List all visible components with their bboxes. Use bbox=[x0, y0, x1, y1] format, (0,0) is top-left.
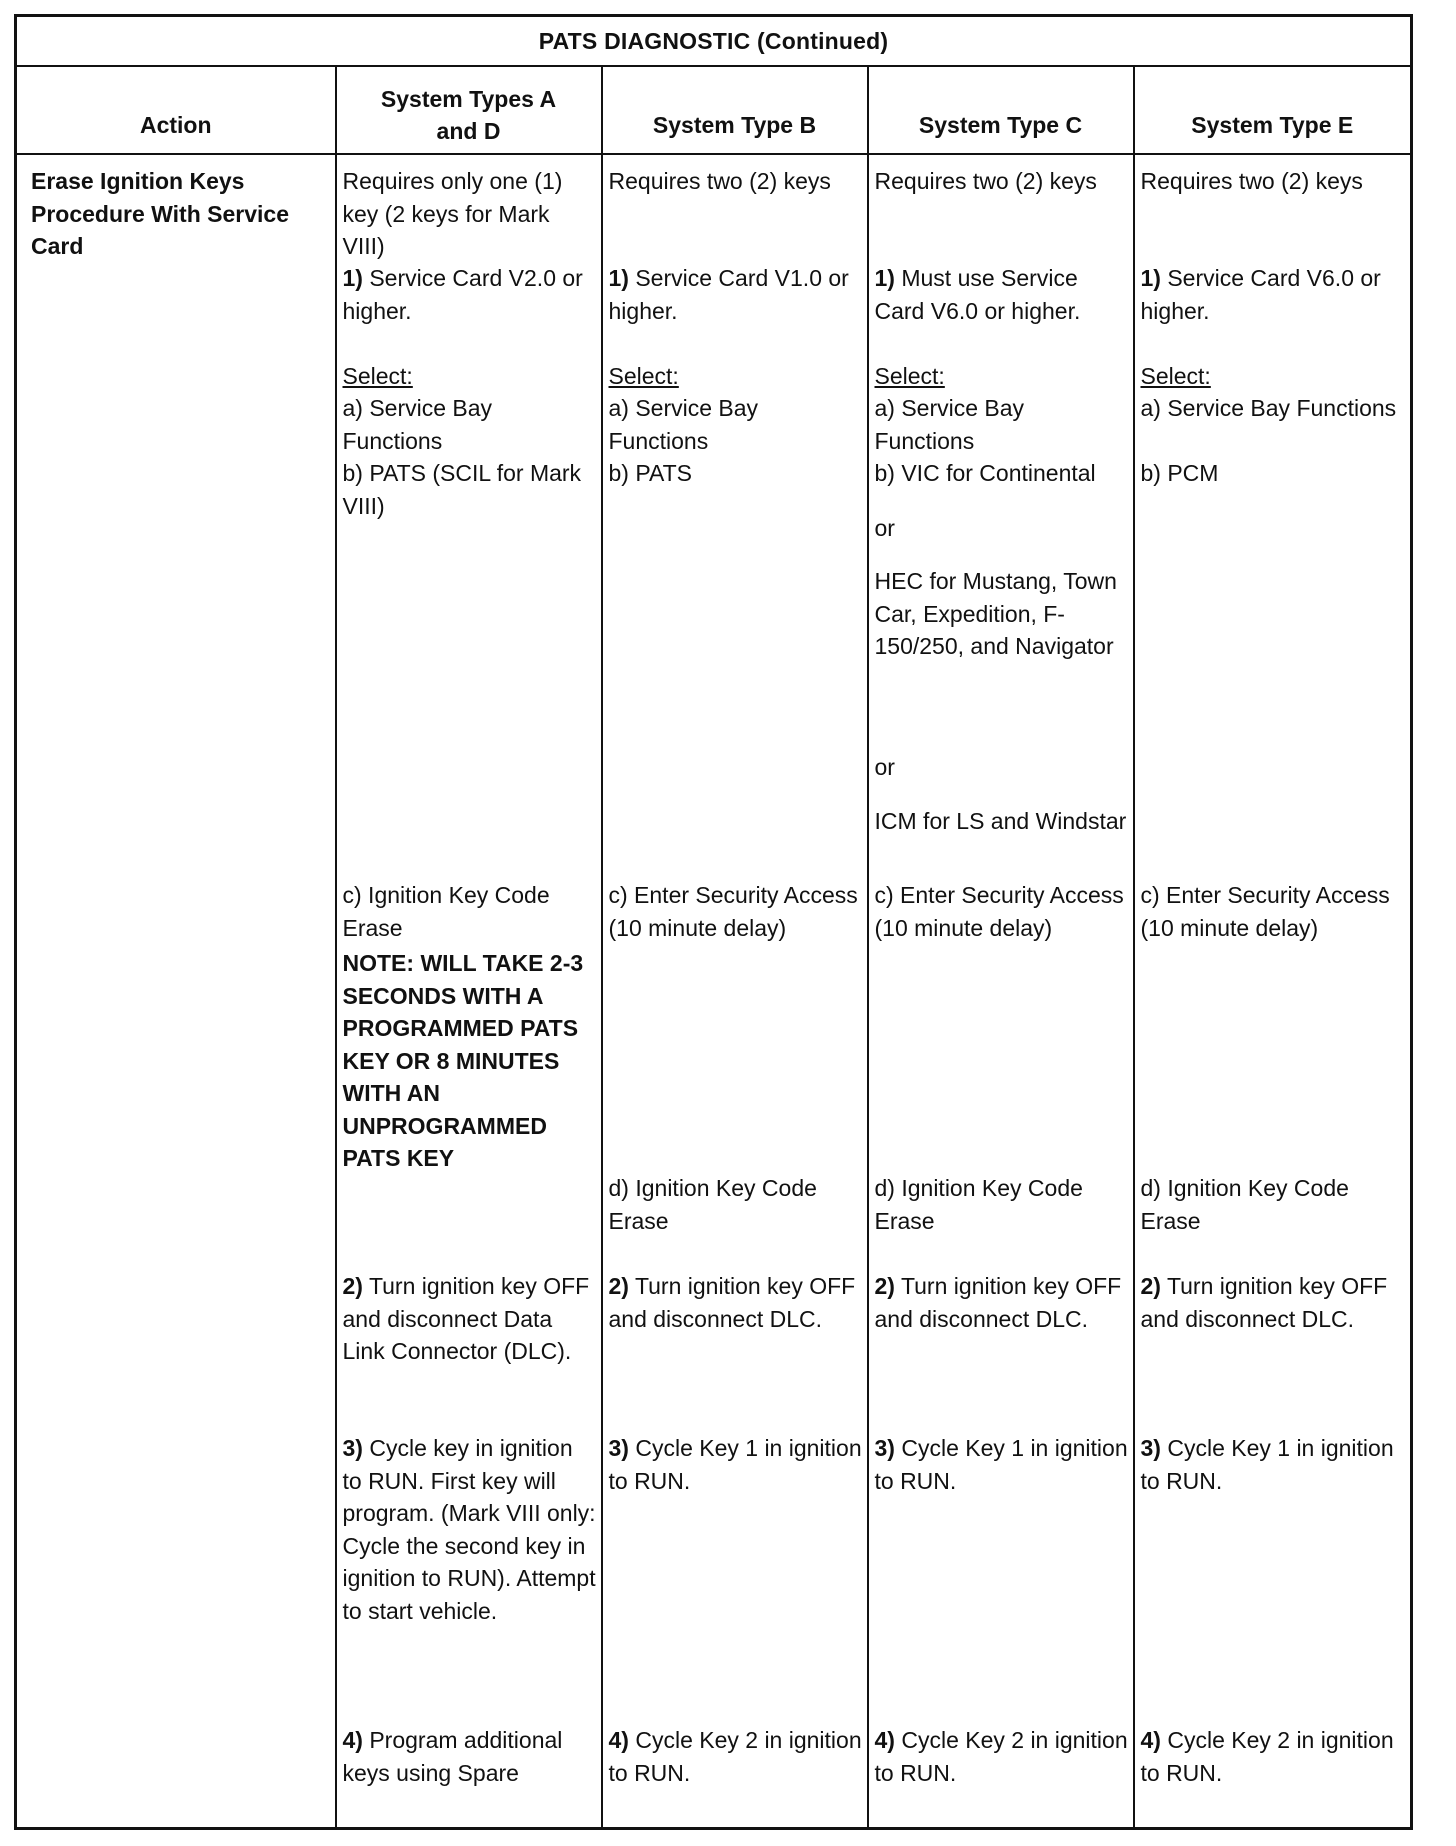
e-step-1 bbox=[1141, 262, 1407, 327]
e-step-2-text: Turn ignition key OFF and disconnect DLC. bbox=[1140, 1273, 1388, 1332]
header-c-label: System Type C bbox=[918, 112, 1083, 139]
header-b-label: System Type B bbox=[652, 112, 817, 139]
b-select-d: d) Ignition Key Code Erase bbox=[608, 1175, 817, 1234]
header-e-label: System Type E bbox=[1191, 112, 1354, 139]
c-select-c: c) Enter Security Access (10 minute delay) bbox=[874, 882, 1124, 941]
c-step-2-num: 2) bbox=[874, 1273, 895, 1300]
c-or-1: or bbox=[874, 515, 895, 542]
a-d-step-2-num: 2) bbox=[342, 1273, 363, 1300]
c-select-d: d) Ignition Key Code Erase bbox=[874, 1175, 1083, 1234]
b-step-3-num: 3) bbox=[608, 1435, 629, 1462]
e-step-3-num: 3) bbox=[1140, 1435, 1161, 1462]
c-step-1-num: 1) bbox=[874, 265, 895, 292]
e-step-1-text: Service Card V6.0 or higher. bbox=[1140, 265, 1381, 324]
action-cell bbox=[16, 154, 336, 1828]
b-step-1-text: Service Card V1.0 or higher. bbox=[608, 265, 849, 324]
c-select-b: b) VIC for Continental bbox=[874, 460, 1096, 487]
c-step-3-text: Cycle Key 1 in ignition to RUN. bbox=[874, 1435, 1128, 1494]
a-d-step-4 bbox=[343, 1724, 597, 1789]
b-step-3-text: Cycle Key 1 in ignition to RUN. bbox=[608, 1435, 862, 1494]
action-label: Erase Ignition Keys Procedure With Service Card bbox=[31, 168, 289, 260]
c-step-2 bbox=[875, 1270, 1129, 1335]
b-select-b: b) PATS bbox=[608, 460, 692, 487]
c-select-a: a) Service Bay Functions bbox=[874, 395, 1025, 454]
b-select-label: Select: bbox=[608, 363, 679, 390]
e-select-d: d) Ignition Key Code Erase bbox=[1140, 1175, 1349, 1234]
e-step-4-num: 4) bbox=[1140, 1727, 1161, 1754]
b-requires: Requires two (2) keys bbox=[608, 168, 831, 195]
c-step-1-text: Must use Service Card V6.0 or higher. bbox=[874, 265, 1081, 324]
b-step-2-num: 2) bbox=[608, 1273, 629, 1300]
a-d-step-2-text: Turn ignition key OFF and disconnect Data Link Connector (DLC). bbox=[342, 1273, 590, 1365]
e-select-a: a) Service Bay Functions bbox=[1140, 395, 1397, 422]
c-step-4 bbox=[875, 1724, 1129, 1789]
e-step-4-text: Cycle Key 2 in ignition to RUN. bbox=[1140, 1727, 1394, 1786]
e-requires: Requires two (2) keys bbox=[1140, 168, 1363, 195]
a-d-note: NOTE: WILL TAKE 2-3 SECONDS WITH A PROGRAMMED PATS KEY OR 8 MINUTES WITH AN UNPROGRAMMED PATS KEY bbox=[342, 950, 584, 1172]
b-step-2-text: Turn ignition key OFF and disconnect DLC. bbox=[608, 1273, 856, 1332]
pats-diagnostic-table bbox=[14, 14, 1413, 1830]
a-d-step-1-num: 1) bbox=[342, 265, 363, 292]
b-select-c: c) Enter Security Access (10 minute delay) bbox=[608, 882, 858, 941]
table-title: PATS DIAGNOSTIC (Continued) bbox=[16, 16, 1412, 67]
a-d-select-a: a) Service Bay Functions bbox=[342, 395, 493, 454]
a-d-step-1-text: Service Card V2.0 or higher. bbox=[342, 265, 583, 324]
b-step-1 bbox=[609, 262, 863, 327]
c-icm: ICM for LS and Windstar bbox=[874, 808, 1127, 835]
c-select-label: Select: bbox=[874, 363, 945, 390]
e-step-3-text: Cycle Key 1 in ignition to RUN. bbox=[1140, 1435, 1394, 1494]
b-step-2 bbox=[609, 1270, 863, 1335]
e-step-2-num: 2) bbox=[1140, 1273, 1161, 1300]
e-step-4 bbox=[1141, 1724, 1407, 1789]
column-b bbox=[602, 154, 868, 1828]
column-e bbox=[1134, 154, 1412, 1828]
header-row bbox=[16, 66, 1412, 154]
e-step-3 bbox=[1141, 1432, 1407, 1497]
header-action bbox=[16, 66, 336, 154]
a-d-step-3 bbox=[343, 1432, 597, 1627]
header-system-type-e bbox=[1134, 66, 1412, 154]
e-select-c: c) Enter Security Access (10 minute delay) bbox=[1140, 882, 1390, 941]
c-step-1 bbox=[875, 262, 1129, 327]
c-step-2-text: Turn ignition key OFF and disconnect DLC. bbox=[874, 1273, 1122, 1332]
header-a-d-label: System Types A and D bbox=[380, 86, 557, 145]
e-step-1-num: 1) bbox=[1140, 265, 1161, 292]
a-d-step-3-num: 3) bbox=[342, 1435, 363, 1462]
header-system-type-b bbox=[602, 66, 868, 154]
a-d-step-3-text: Cycle key in ignition to RUN. First key will program. (Mark VIII only: Cycle the second key in ignition to RUN). Attempt to start vehicle. bbox=[342, 1435, 596, 1624]
a-d-step-2 bbox=[343, 1270, 597, 1368]
c-step-4-num: 4) bbox=[874, 1727, 895, 1754]
header-action-label: Action bbox=[139, 112, 212, 139]
a-d-step-4-text: Program additional keys using Spare bbox=[342, 1727, 563, 1786]
c-hec: HEC for Mustang, Town Car, Expedition, F-150/250, and Navigator bbox=[874, 568, 1117, 660]
b-step-4 bbox=[609, 1724, 863, 1789]
a-d-select-c: c) Ignition Key Code Erase bbox=[342, 882, 550, 941]
a-d-step-4-num: 4) bbox=[342, 1727, 363, 1754]
b-select-a: a) Service Bay Functions bbox=[608, 395, 759, 454]
a-d-select-label: Select: bbox=[342, 363, 413, 390]
column-a-d bbox=[336, 154, 602, 1828]
b-step-4-text: Cycle Key 2 in ignition to RUN. bbox=[608, 1727, 862, 1786]
header-system-type-c bbox=[868, 66, 1134, 154]
c-or-2: or bbox=[874, 754, 895, 781]
c-step-4-text: Cycle Key 2 in ignition to RUN. bbox=[874, 1727, 1128, 1786]
a-d-select-b: b) PATS (SCIL for Mark VIII) bbox=[342, 460, 582, 519]
c-step-3 bbox=[875, 1432, 1129, 1497]
e-select-label: Select: bbox=[1140, 363, 1211, 390]
title-row bbox=[16, 16, 1412, 67]
body-row bbox=[16, 154, 1412, 1828]
e-step-2 bbox=[1141, 1270, 1407, 1335]
c-step-3-num: 3) bbox=[874, 1435, 895, 1462]
a-d-step-1 bbox=[343, 262, 597, 327]
header-system-types-a-d bbox=[336, 66, 602, 154]
e-select-b: b) PCM bbox=[1140, 460, 1219, 487]
column-c bbox=[868, 154, 1134, 1828]
b-step-4-num: 4) bbox=[608, 1727, 629, 1754]
a-d-requires: Requires only one (1) key (2 keys for Mark VIII) bbox=[342, 168, 563, 260]
b-step-3 bbox=[609, 1432, 863, 1497]
c-requires: Requires two (2) keys bbox=[874, 168, 1097, 195]
b-step-1-num: 1) bbox=[608, 265, 629, 292]
